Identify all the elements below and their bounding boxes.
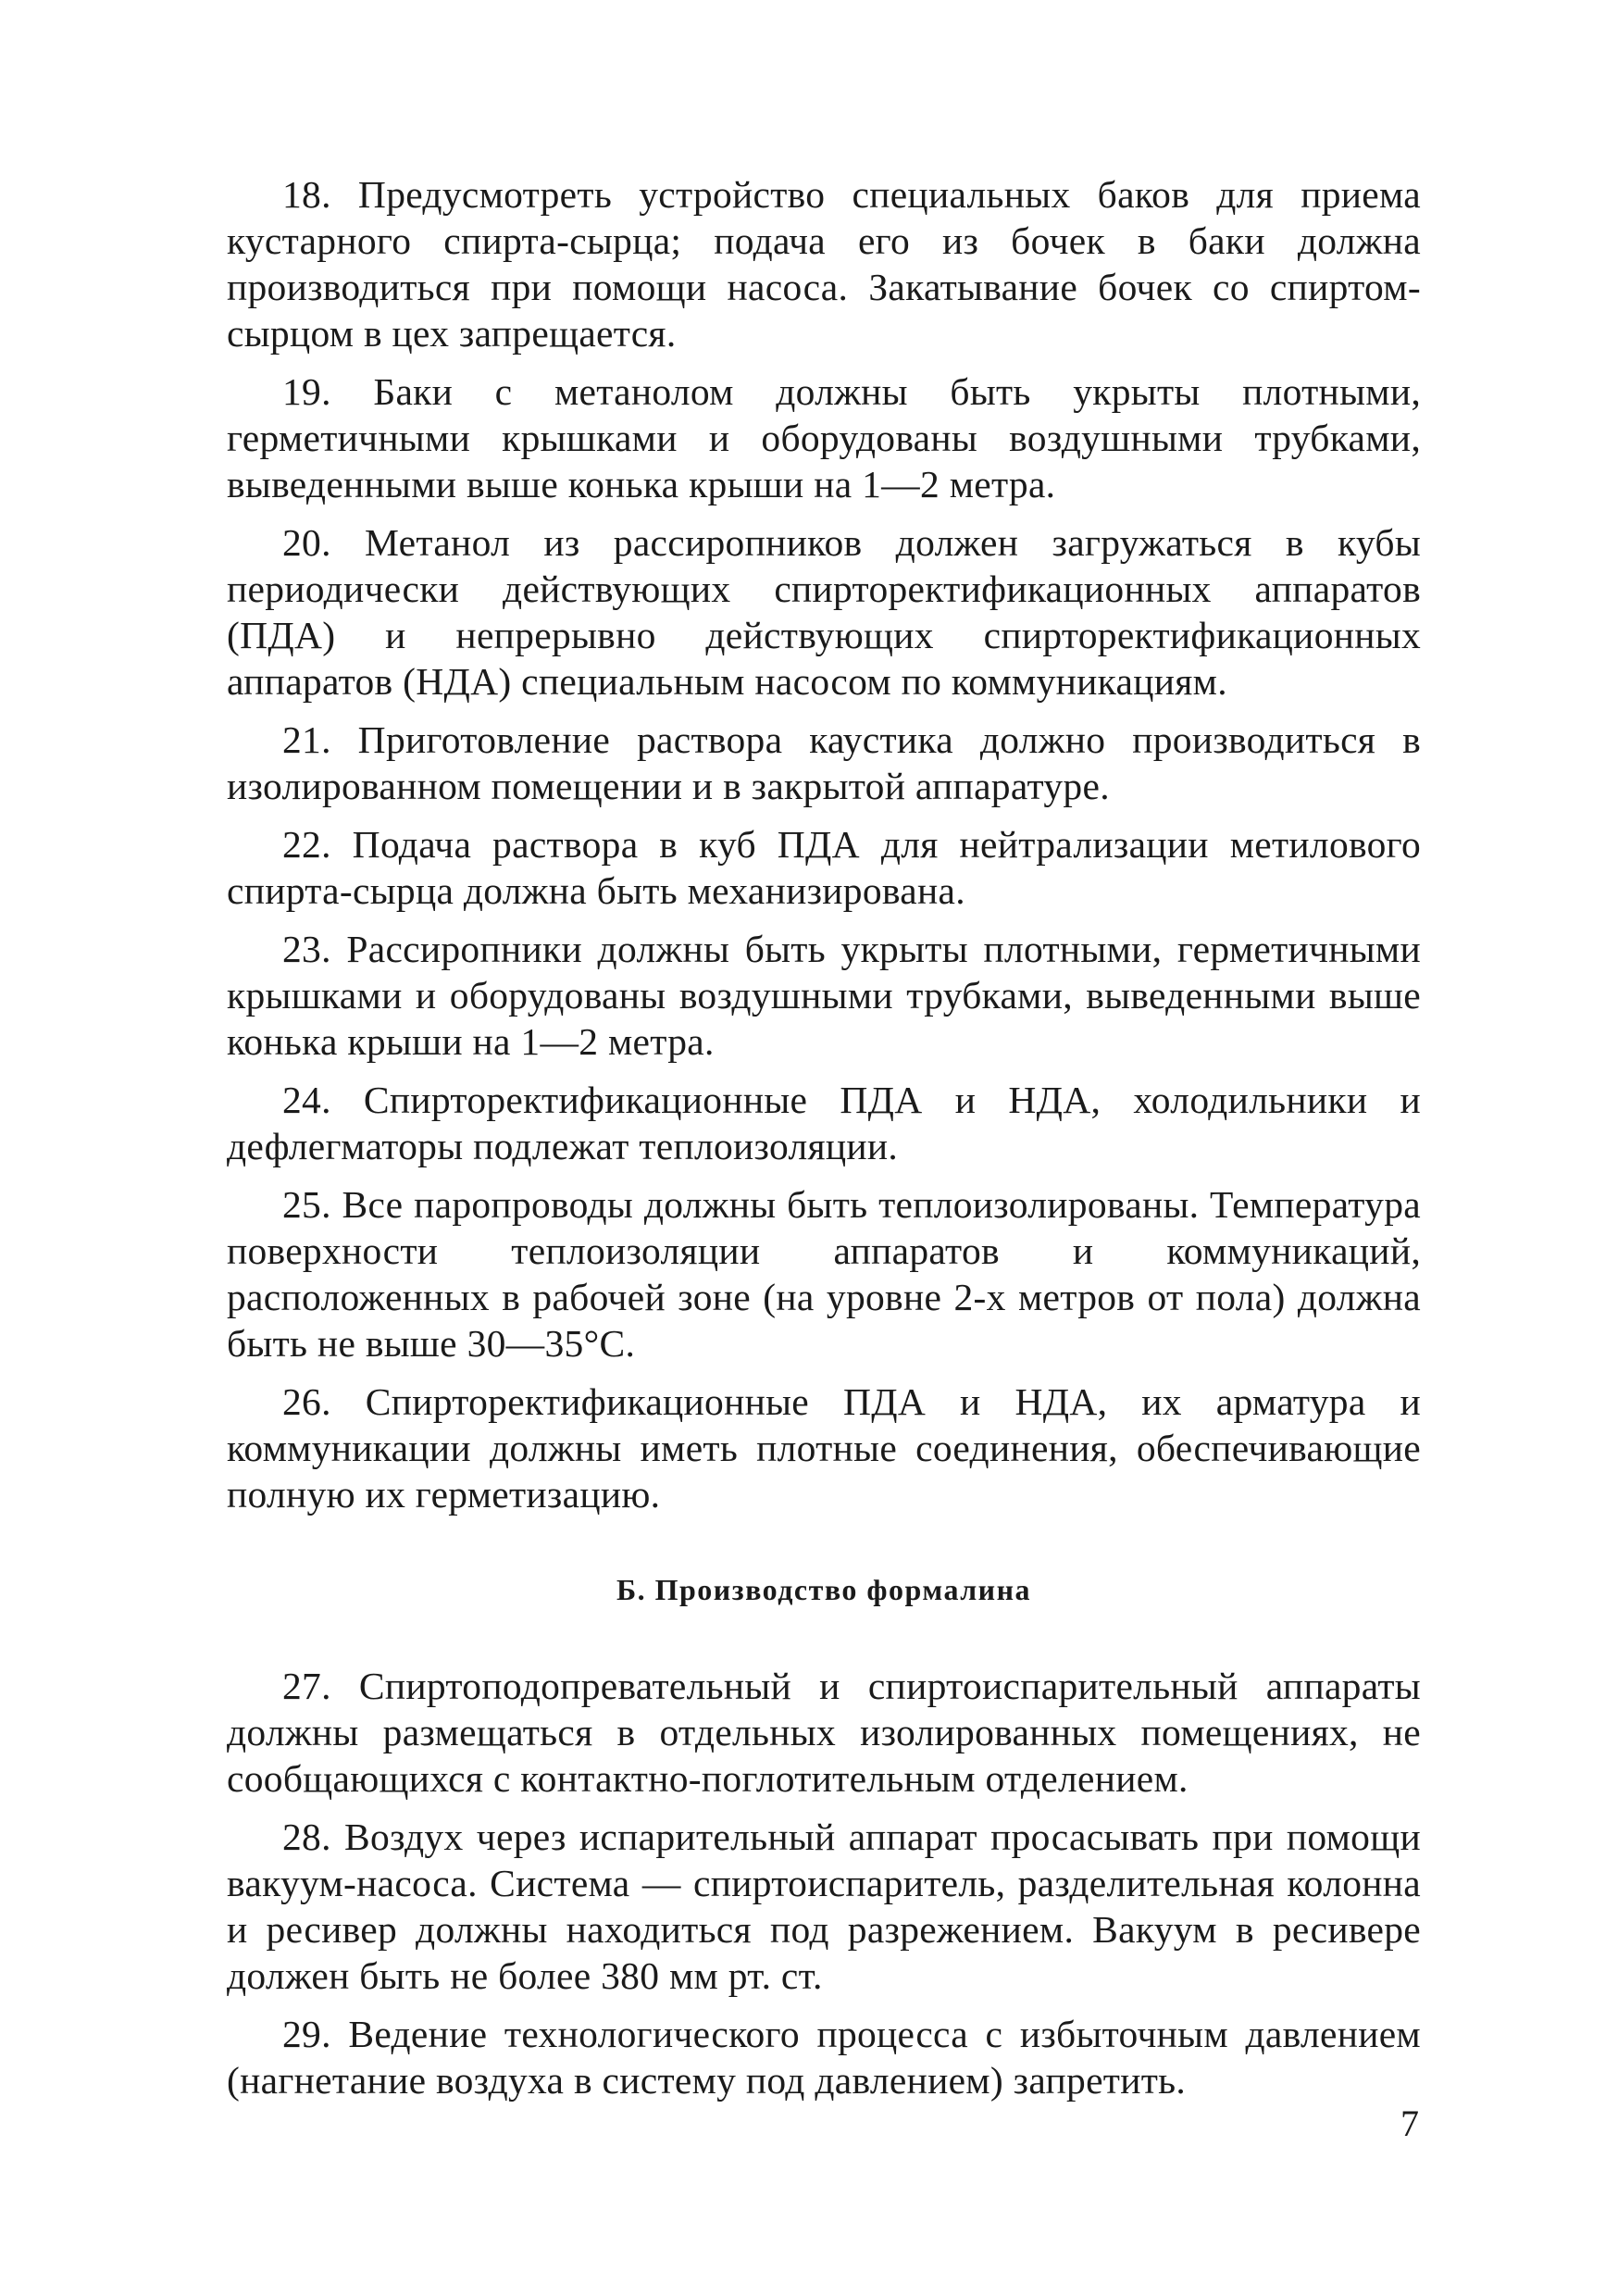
page-number: 7 (1400, 2103, 1419, 2144)
paragraph-20: 20. Метанол из рассиропников должен загружаться в кубы периодически действующих спирторектификационных аппаратов (ПДА) и непрерывно действующих спирторектификационных аппаратов (НДА) специальным насосом по коммуникациям. (227, 521, 1421, 703)
paragraph-18: 18. Предусмотреть устройство специальных баков для приема кустарного спирта-сырца; подача его из бочек в баки должна производиться при помощи насоса. Закатывание бочек со спиртом-сырцом в цех запрещается. (227, 173, 1421, 355)
paragraph-19: 19. Баки с метанолом должны быть укрыты плотными, герметичными крышками и оборудованы воздушными трубками, выведенными выше конька крыши на 1—2 метра. (227, 370, 1421, 505)
paragraph-22: 22. Подача раствора в куб ПДА для нейтрализации метилового спирта-сырца должна быть механизирована. (227, 823, 1421, 912)
paragraph-21: 21. Приготовление раствора каустика должно производиться в изолированном помещении и в закрытой аппаратуре. (227, 718, 1421, 807)
section-title: Б. Производство формалина (616, 1573, 1032, 1606)
paragraph-28: 28. Воздух через испарительный аппарат просасывать при помощи вакуум-насоса. Система — спиртоиспаритель, разделительная колонна и ресивер должны находиться под разрежением. Вакуум в ресивере должен быть не более 380 мм рт. ст. (227, 1816, 1421, 1997)
paragraph-24: 24. Спирторектификационные ПДА и НДА, холодильники и дефлегматоры подлежат теплоизоляции. (227, 1079, 1421, 1167)
paragraph-25: 25. Все паропроводы должны быть теплоизолированы. Температура поверхности теплоизоляции аппаратов и коммуникаций, расположенных в рабочей зоне (на уровне 2-х метров от пола) должна быть не выше 30—35°С. (227, 1183, 1421, 1365)
document-page (227, 171, 1421, 2115)
paragraph-26: 26. Спирторектификационные ПДА и НДА, их арматура и коммуникации должны иметь плотные соединения, обеспечивающие полную их герметизацию. (227, 1380, 1421, 1516)
paragraph-23: 23. Рассиропники должны быть укрыты плотными, герметичными крышками и оборудованы воздушными трубками, выведенными выше конька крыши на 1—2 метра. (227, 928, 1421, 1063)
paragraph-27: 27. Спиртоподопревательный и спиртоиспарительный аппараты должны размещаться в отдельных изолированных помещениях, не сообщающихся с контактно-поглотительным отделением. (227, 1665, 1421, 1800)
paragraph-29: 29. Ведение технологического процесса с избыточным давлением (нагнетание воздуха в систему под давлением) запретить. (227, 2013, 1421, 2102)
